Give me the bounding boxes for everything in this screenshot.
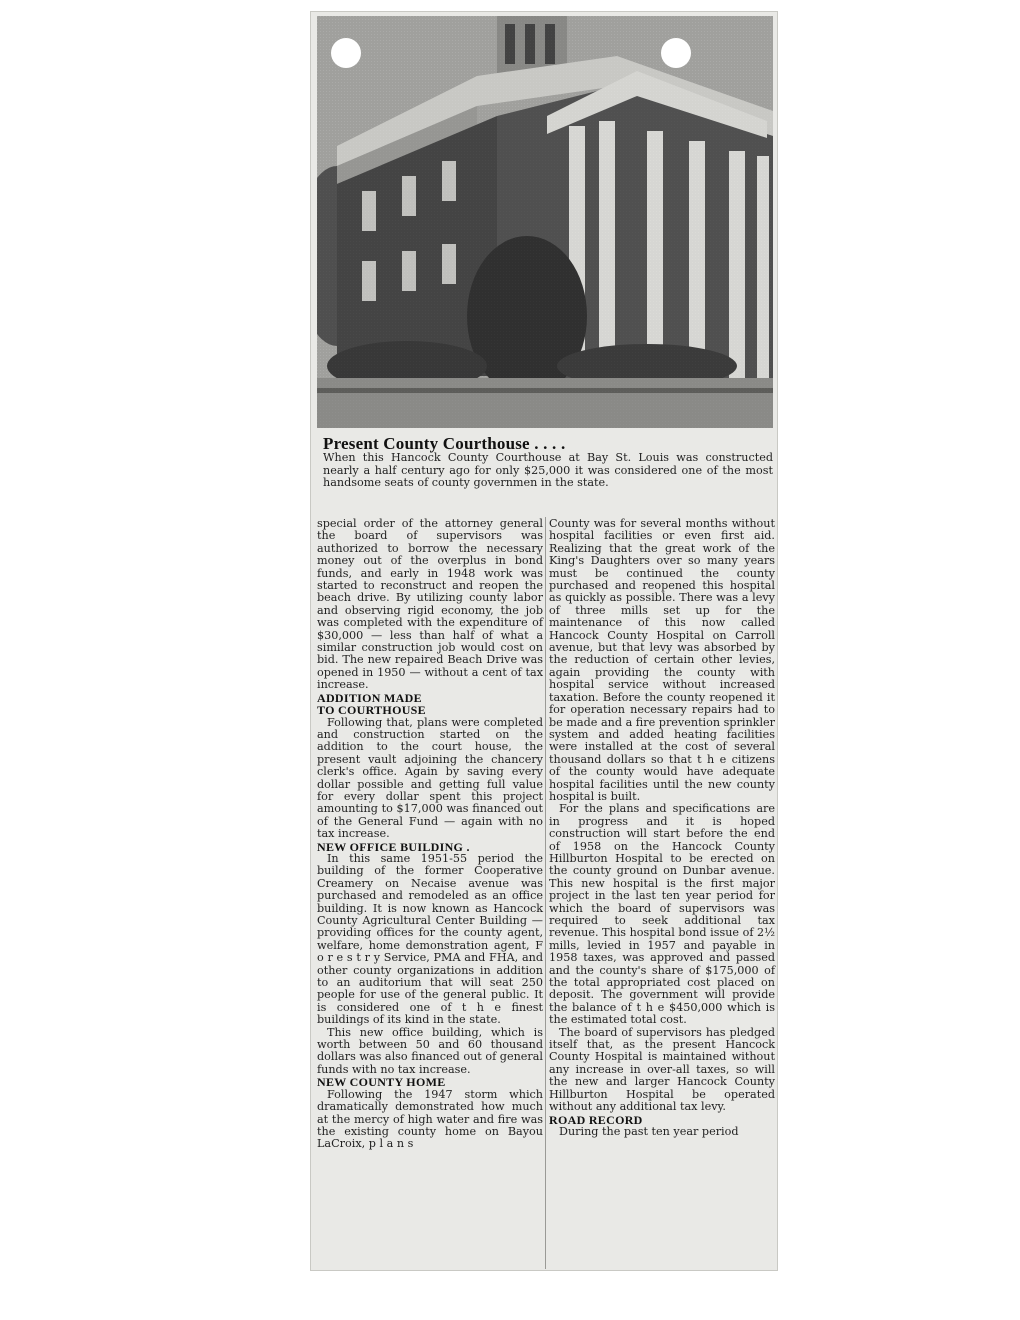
caption-title: Present County Courthouse . . . . [323,434,566,453]
column-divider [545,517,546,1269]
heading-addition-made: ADDITION MADE [317,690,422,705]
right-paragraph-2: For the plans and specifications are in progress and it is hoped construction will start before the end of 1958 on the Hancock County Hillburton Hospital to be erected on the county ground on Dunbar avenue. This new hospital is the first major project in the last ten year period for which the board of supervisors was required to seek additional tax revenue. This hospital bond issue of 2½ mills, levied in 1957 and payable in 1958 taxes, was approved and passed and the county's share of $175,000 of the total appropriated cost placed on deposit. The government will provide the balance of t h e $450,000 which is the estimated total cost. [549,802,775,1027]
left-paragraph-1: special order of the attorney general the board of supervisors was authorized to borrow the necessary money out of the overplus in bond funds, and early in 1948 work was started to reconstruct and reopen the beach drive. By utilizing county labor and observing rigid economy, the job was completed with the expenditure of $30,000 — less than half of what a similar construction job would cost on bid. The new repaired Beach Drive was opened in 1950 — without a cent of tax increase. [317,517,543,692]
punch-hole-right [661,38,691,68]
left-column [317,518,543,1151]
heading-new-county-home: NEW COUNTY HOME [317,1075,446,1090]
left-paragraph-3: In this same 1951-55 period the building of the former Cooperative Creamery on Necaise avenue was purchased and remodeled as an office building. It is now known as Hancock County Agricultural Center Building — providing offices for the county agent, welfare, home demonstration agent, F o r e s t r y Service, PMA and FHA, and other county organizations in addition to an auditorium that will seat 250 people for use of the general public. It is considered one of t h e finest buildings of its kind in the state. [317,851,543,1027]
left-paragraph-5: Following the 1947 storm which dramatically demonstrated how much at the mercy of high water and fire was the existing county home on Bayou LaCroix, p l a n s [317,1087,543,1151]
courthouse-illustration [317,16,773,428]
courthouse-photo [317,16,773,428]
right-column [549,518,775,1138]
heading-new-office-building: NEW OFFICE BUILDING . [317,839,470,854]
caption-body: When this Hancock County Courthouse at Bay St. Louis was constructed nearly a half century ago for only $25,000 it was considered one of the most handsome seats of county governmen in the state. [323,451,773,490]
heading-road-record: ROAD RECORD [549,1112,643,1127]
left-paragraph-4: This new office building, which is worth between 50 and 60 thousand dollars was also financed out of general funds with no tax increase. [317,1025,543,1076]
right-paragraph-4: During the past ten year period [559,1124,739,1138]
heading-to-courthouse: TO COURTHOUSE [317,703,426,718]
punch-hole-left [331,38,361,68]
right-paragraph-1: County was for several months without hospital facilities or even first aid. Realizing that the great work of the King's Daughters over so many years must be continued the county purchased and reopened this hospital as quickly as possible. There was a levy of three mills set up for the maintenance of this now called Hancock County Hospital on Carroll avenue, but that levy was absorbed by the reduction of certain other levies, again providing the county with hospital service without increased taxation. Before the county reopened it for operation necessary repairs had to be made and a fire prevention sprinkler system and added heating facilities were installed at the cost of several thousand dollars so that t h e citizens of the county would have adequate hospital facilities until the new county hospital is built. [549,517,775,803]
left-paragraph-2: Following that, plans were completed and construction started on the addition to the court house, the present vault adjoining the chancery clerk's office. Again by saving every dollar possible and getting full value for every dollar spent this project amounting to $17,000 was financed out of the General Fund — again with no tax increase. [317,715,543,841]
newspaper-clipping [311,12,777,1270]
right-paragraph-3: The board of supervisors has pledged itself that, as the present Hancock County Hospital is maintained without any increase in over-all taxes, so will the new and larger Hancock County Hillburton Hospital be operated without any additional tax levy. [549,1025,775,1114]
